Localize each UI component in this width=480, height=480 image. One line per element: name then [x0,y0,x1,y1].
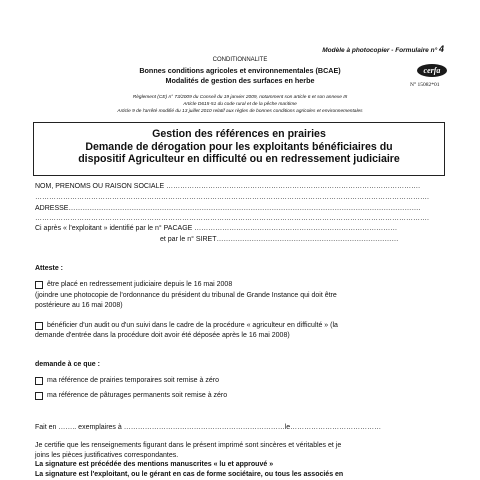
section-title: CONDITIONNALITE [212,57,268,63]
attest-note [35,291,447,310]
request-option-label: ma référence de prairies temporaires soit remise à zéro [47,377,219,384]
attest-option-label: bénéficier d'un audit ou d'un suivi dans le cadre de la procédure « agriculteur en difficulté » (la [47,322,338,329]
request-option-label: ma référence de pâturages permanents soit remise à zéro [47,392,228,399]
attest-option-difficulte[interactable] [35,321,447,331]
pacage-field[interactable]: Ci après « l'exploitant » identifié par le n° PACAGE …………………………………………………………………………… [35,225,398,232]
request-heading: demande à ce que : [35,361,100,368]
subtitle-bcae: Bonnes conditions agricoles et environnementales (BCAE) [139,66,341,75]
form-title-line-1: Gestion des références en prairies [152,128,326,140]
attest-option-label: être placé en redressement judiciaire depuis le 16 mai 2008 [47,281,233,288]
attest-heading: Atteste : [35,265,64,272]
form-title-box [33,122,445,176]
place-date-field[interactable]: Fait en …….. exemplaires à ……………………………………………………………le………………………………… [35,424,382,431]
checkbox[interactable] [35,281,43,289]
certification-line: joins les pièces justificatives correspondantes. [35,451,179,459]
checkbox[interactable] [35,377,43,385]
certification-text [35,441,341,460]
attest-option-continuation: demande d'entrée dans la procédure doit avoir été déposée après le 16 mai 2008) [35,332,290,339]
attest-note-line: postérieure au 16 mai 2008) [35,301,123,309]
address-continuation-field[interactable]: ……………………………………………………………………………………………………………………………………………………. [35,215,429,222]
certification-line: Je certifie que les renseignements figurant dans le présent imprimé sont sincères et véritables et je [35,442,342,449]
request-option-permanents[interactable] [35,391,227,401]
name-field[interactable]: NOM, PRENOMS OU RAISON SOCIALE ………………………………………………………………………………………………. [35,183,421,190]
signature-mention: La signature est précédée des mentions manuscrites « lu et approuvé » [35,461,274,468]
form-title-line-2: Demande de dérogation pour les exploitants bénéficiaires du [85,140,393,153]
form-title-line-3: dispositif Agriculteur en difficulté ou en redressement judiciaire [78,153,400,165]
signer-note: La signature est l'exploitant, ou le gérant en cas de forme sociétaire, ou tous les associés en [35,471,344,478]
address-field[interactable]: ADRESSE……………………………………………………………………………………………………………………………………. [35,205,421,212]
model-label-text: Modèle à photocopier - Formulaire n° [322,47,438,54]
attest-note-line: (joindre une photocopie de l'ordonnance du président du tribunal de Grande Instance qui doit être [35,292,337,299]
request-option-temporaires[interactable] [35,376,219,386]
attest-option-redressement[interactable] [35,280,447,290]
cerfa-logo: cerfa [417,64,447,77]
name-continuation-field[interactable]: ……………………………………………………………………………………………………………………………………………………. [35,194,429,201]
model-number: 4 [438,44,444,54]
subtitle-surfaces: Modalités de gestion des surfaces en herbe [165,76,315,85]
checkbox[interactable] [35,392,43,400]
model-label [322,44,444,54]
checkbox[interactable] [35,322,43,330]
cerfa-number: N° 15082*01 [410,82,440,88]
regulation-line: Règlement (CE) n° 73/2009 du Conseil du 19 janvier 2009, notamment son article 6 et son annexe III [132,95,348,100]
regulation-line: Article 9 de l'arrêté modifié du 13 juillet 2010 relatif aux règles de bonnes conditions agricoles et environnementales [117,109,363,114]
regulation-line: Article D615-51 du code rural et de la pêche maritime [183,102,297,107]
siret-field[interactable]: et par le n° SIRET…………………………………………………………………… [160,236,399,243]
